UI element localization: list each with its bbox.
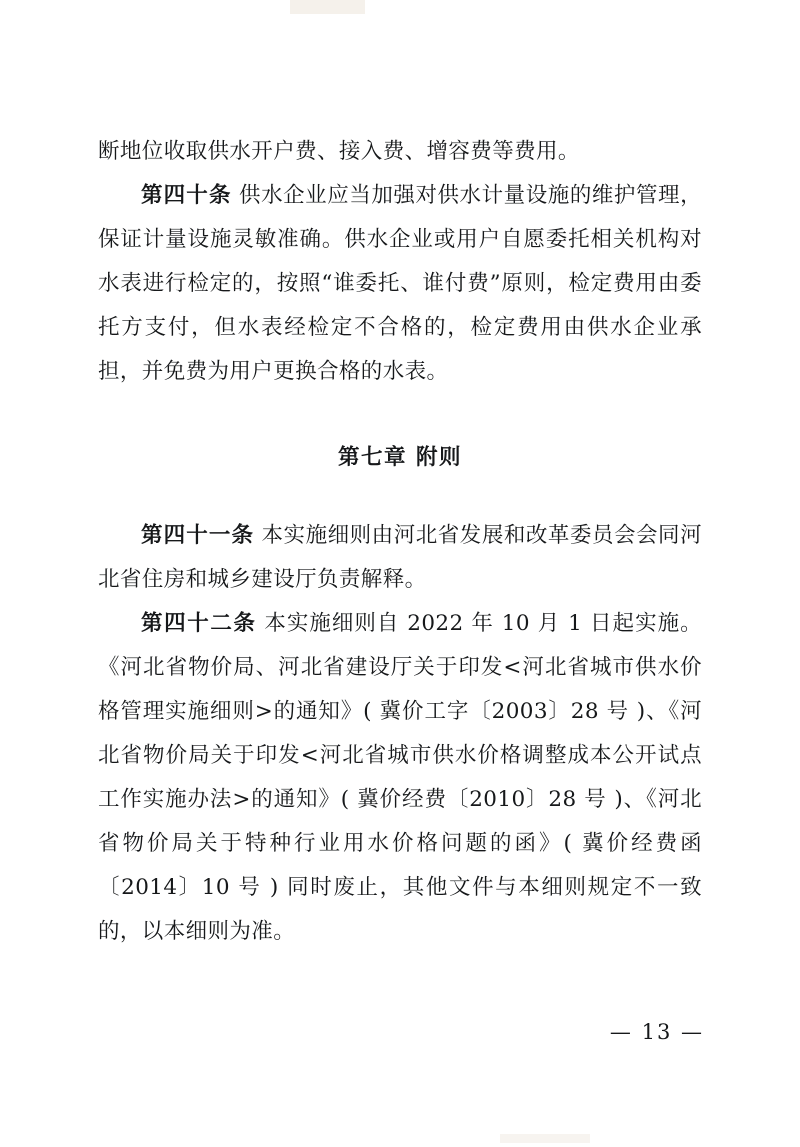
page-number: — 13 — [609,1020,704,1044]
paragraph-text: 本实施细则自 2022 年 10 月 1 日起实施。《河北省物价局、河北省建设厅关于印发<河北省城市供水价格管理实施细则>的通知》( 冀价工字〔2003〕28 号 )、《河北省物价局关于印发<河北省城市供水价格调整成本公开试点工作实施办法>的通知》( 冀价经费〔2010〕28 号 )、《河北省物价局关于特种行业用水价格问题的函》( 冀价经费函〔2014〕10 号 ) 同时废止，其他文件与本细则规定不一致的，以本细则为准。 [98,611,702,944]
paragraph-continued [98,130,702,174]
chapter-heading: 第七章 附则 [338,445,462,470]
page-body [98,130,702,954]
paragraph-text: 断地位收取供水开户费、接入费、增容费等费用。 [98,139,580,164]
article-label: 第四十一条 [141,523,255,548]
paragraph-article-40 [98,174,702,394]
article-label: 第四十二条 [141,611,257,636]
scan-artifact-bottom [500,1134,590,1143]
paragraph-article-42 [98,602,702,954]
paragraph-article-41 [98,514,702,602]
article-label: 第四十条 [141,183,232,208]
scan-artifact-top [290,0,365,14]
paragraph-text: 本实施细则由河北省发展和改革委员会会同河北省住房和城乡建设厅负责解释。 [98,523,702,592]
paragraph-text: 供水企业应当加强对供水计量设施的维护管理，保证计量设施灵敏准确。供水企业或用户自愿委托相关机构对水表进行检定的，按照“谁委托、谁付费”原则，检定费用由委托方支付，但水表经检定不合格的，检定费用由供水企业承担，并免费为用户更换合格的水表。 [98,183,702,384]
